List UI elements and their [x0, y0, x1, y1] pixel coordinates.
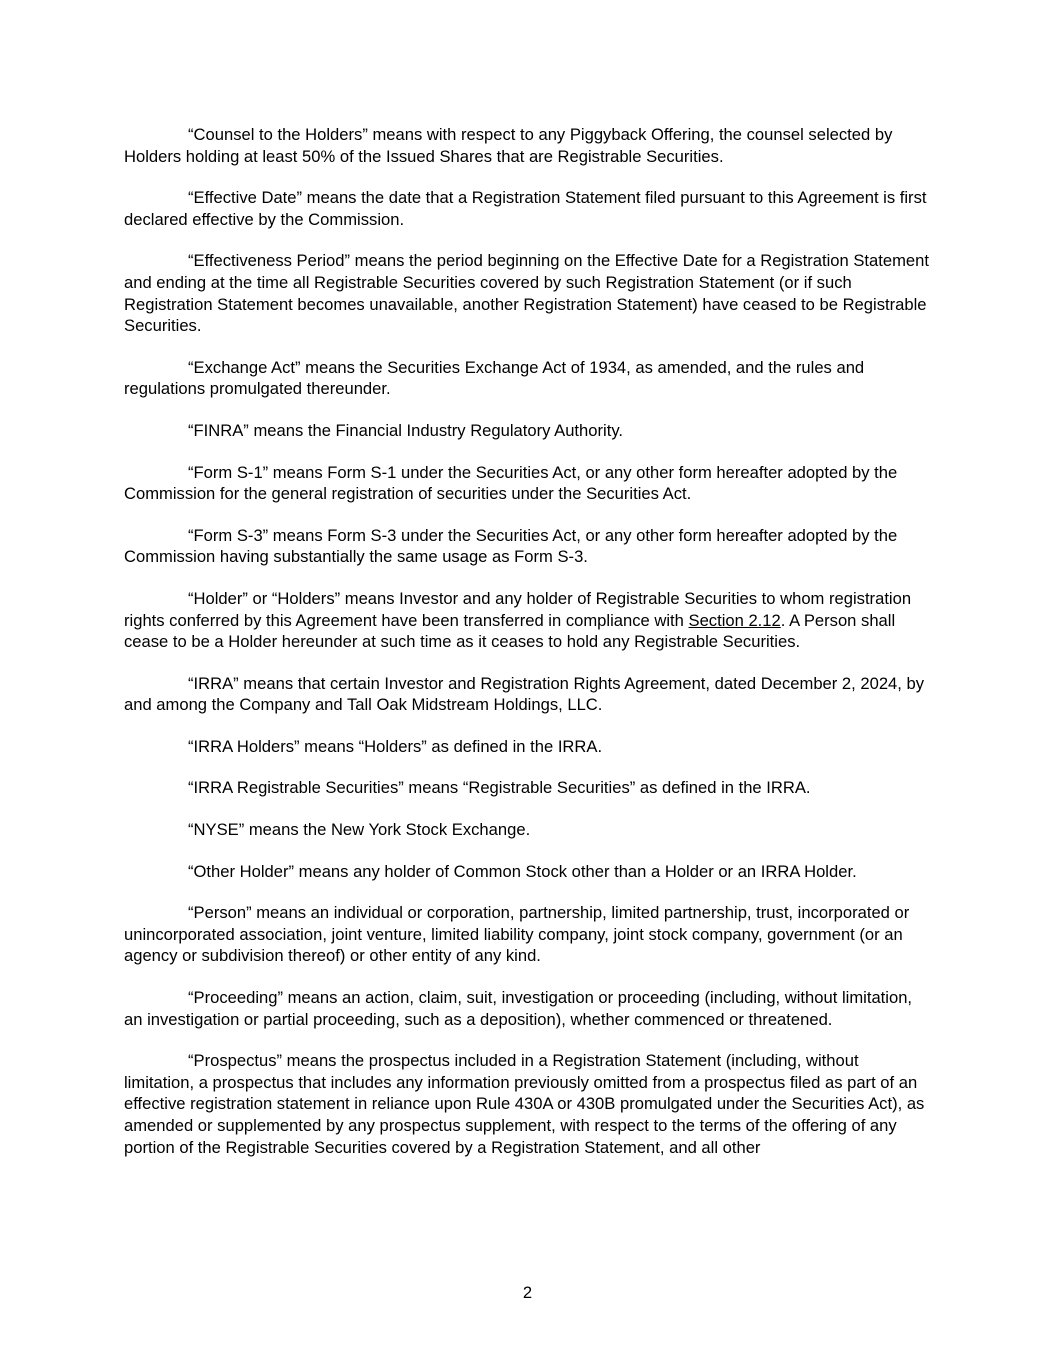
- document-body: [124, 124, 930, 1178]
- definition-nyse: “NYSE” means the New York Stock Exchange.: [188, 820, 531, 840]
- definition-holder-text-before: “Holder” or “Holders” means Investor and any holder of Registrable Securities to whom registration rights conferred by this Agreement have been transferred in compliance with: [124, 588, 912, 630]
- definition-effectiveness-period: “Effectiveness Period” means the period beginning on the Effective Date for a Registration Statement and ending at the time all Registrable Securities covered by such Registration Statement (or if such Registration Statement becomes unavailable, another Registration Statement) have ceased to be Registrable Securities.: [124, 251, 929, 336]
- definition-form-s3: “Form S-3” means Form S-3 under the Securities Act, or any other form hereafter adopted by the Commission having substantially the same usage as Form S-3.: [124, 525, 898, 567]
- definition-finra: “FINRA” means the Financial Industry Regulatory Authority.: [188, 420, 623, 440]
- definition-holder: [124, 588, 930, 653]
- definition-irra-registrable-securities: “IRRA Registrable Securities” means “Registrable Securities” as defined in the IRRA.: [188, 778, 811, 798]
- page-number: 2: [522, 1283, 533, 1302]
- definition-effective-date: “Effective Date” means the date that a Registration Statement filed pursuant to this Agreement is first declared effective by the Commission.: [124, 188, 927, 229]
- section-2-12-link[interactable]: Section 2.12: [688, 610, 781, 630]
- definition-exchange-act: “Exchange Act” means the Securities Exchange Act of 1934, as amended, and the rules and regulations promulgated thereunder.: [124, 357, 865, 399]
- definition-counsel-to-holders: “Counsel to the Holders” means with respect to any Piggyback Offering, the counsel selected by Holders holding at least 50% of the Issued Shares that are Registrable Securities.: [124, 125, 893, 166]
- definition-prospectus: “Prospectus” means the prospectus included in a Registration Statement (including, without limitation, a prospectus that includes any information previously omitted from a prospectus filed as part of an effective registration statement in reliance upon Rule 430A or 430B promulgated under the Securities Act), as amended or supplemented by any prospectus supplement, with respect to the terms of the offering of any portion of the Registrable Securities covered by a Registration Statement, and all other: [124, 1051, 925, 1157]
- definition-holder-text-after: . A Person shall cease to be a Holder hereunder at such time as it ceases to hold any Registrable Securities.: [124, 610, 896, 652]
- definition-proceeding: “Proceeding” means an action, claim, suit, investigation or proceeding (including, without limitation, an investigation or partial proceeding, such as a deposition), whether commenced or threatened.: [124, 988, 913, 1029]
- definition-other-holder: “Other Holder” means any holder of Common Stock other than a Holder or an IRRA Holder.: [188, 861, 857, 881]
- definition-form-s1: “Form S-1” means Form S-1 under the Securities Act, or any other form hereafter adopted by the Commission for the general registration of securities under the Securities Act.: [124, 462, 898, 504]
- definition-irra-holders: “IRRA Holders” means “Holders” as defined in the IRRA.: [188, 736, 603, 756]
- definition-person: “Person” means an individual or corporation, partnership, limited partnership, trust, incorporated or unincorporated association, joint venture, limited liability company, joint stock company, government (or an agency or subdivision thereof) or other entity of any kind.: [124, 903, 910, 966]
- definition-irra: “IRRA” means that certain Investor and Registration Rights Agreement, dated December 2, 2024, by and among the Company and Tall Oak Midstream Holdings, LLC.: [124, 673, 925, 715]
